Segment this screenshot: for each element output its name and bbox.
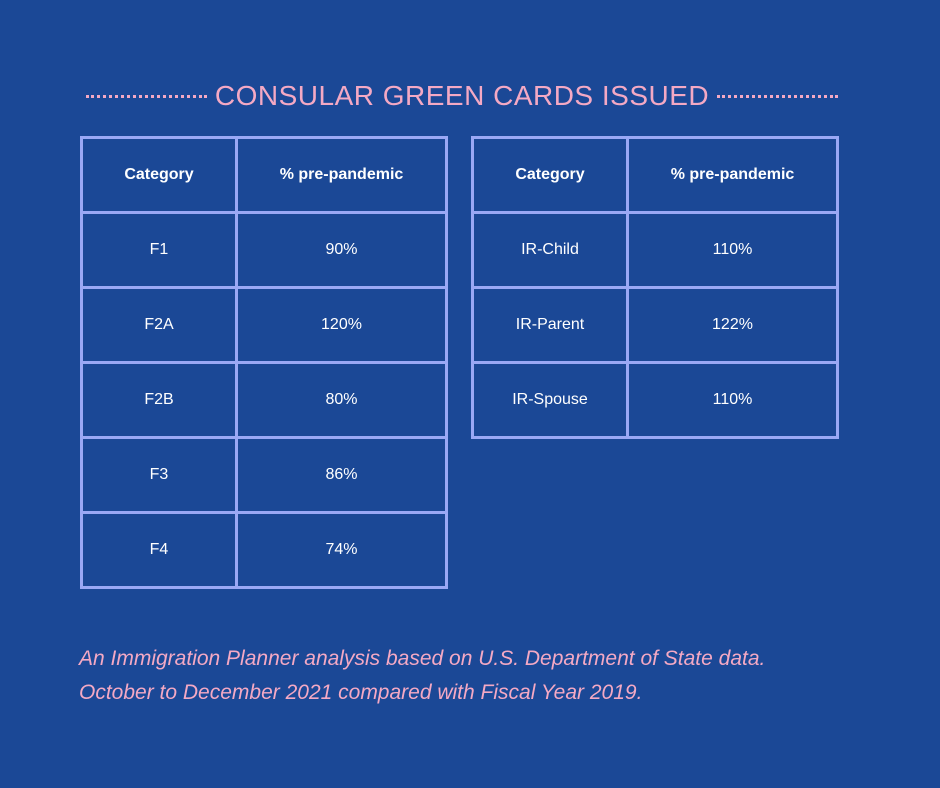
title-row (86, 78, 838, 114)
category-cell: F2A (82, 288, 237, 363)
source-line-1: An Immigration Planner analysis based on U.S. Department of State data. (79, 647, 766, 670)
table-row (82, 438, 447, 513)
table-row (82, 513, 447, 588)
category-cell: F2B (82, 363, 237, 438)
category-cell: IR-Child (473, 213, 628, 288)
title-dotted-rule-left (86, 95, 207, 98)
immediate-relative-table (471, 136, 839, 439)
table-row (82, 288, 447, 363)
family-preference-table (80, 136, 448, 589)
title-dotted-rule-right (717, 95, 838, 98)
column-header-percent: % pre-pandemic (628, 138, 838, 213)
category-cell: F1 (82, 213, 237, 288)
table-row (473, 363, 838, 438)
column-header-category: Category (473, 138, 628, 213)
category-cell: IR-Spouse (473, 363, 628, 438)
percent-cell: 74% (237, 513, 447, 588)
category-cell: F4 (82, 513, 237, 588)
table-row (82, 213, 447, 288)
column-header-category: Category (82, 138, 237, 213)
percent-cell: 90% (237, 213, 447, 288)
page-title: CONSULAR GREEN CARDS ISSUED (214, 80, 710, 111)
column-header-percent: % pre-pandemic (237, 138, 447, 213)
table-header-row (473, 138, 838, 213)
source-note (79, 642, 919, 710)
table-row (473, 288, 838, 363)
category-cell: F3 (82, 438, 237, 513)
percent-cell: 122% (628, 288, 838, 363)
category-cell: IR-Parent (473, 288, 628, 363)
percent-cell: 80% (237, 363, 447, 438)
table-header-row (82, 138, 447, 213)
source-line-2: October to December 2021 compared with Fiscal Year 2019. (79, 681, 643, 704)
percent-cell: 110% (628, 363, 838, 438)
percent-cell: 120% (237, 288, 447, 363)
percent-cell: 110% (628, 213, 838, 288)
table-row (82, 363, 447, 438)
table-row (473, 213, 838, 288)
percent-cell: 86% (237, 438, 447, 513)
